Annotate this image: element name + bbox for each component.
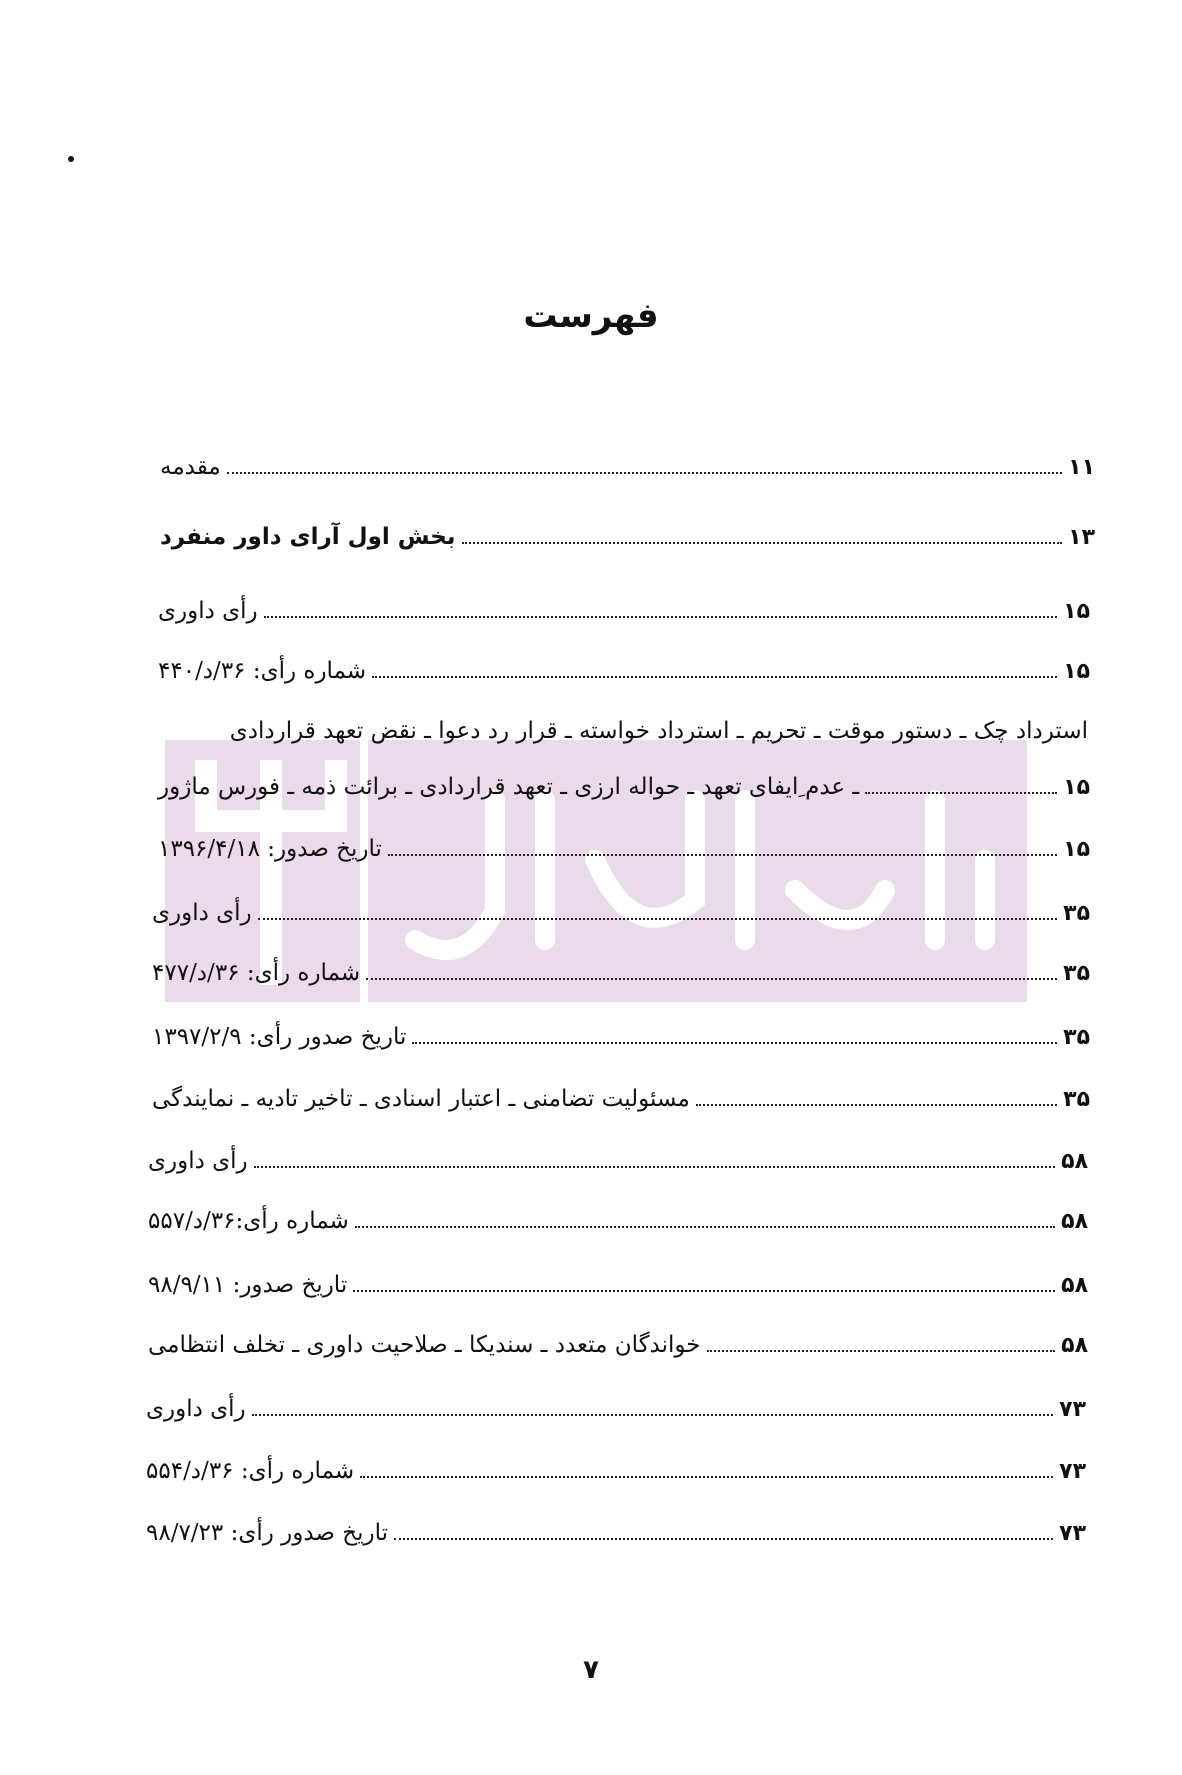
- toc-entry-page: ۱۱: [1068, 455, 1095, 480]
- toc-entry-page: ۱۵: [1063, 775, 1090, 800]
- toc-entry-title: شماره رأی: ۳۶/د/۵۵۴: [146, 1458, 355, 1484]
- toc-entry-title: خواندگان متعدد ـ سندیکا ـ صلاحیت داوری ـ تخلف انتظامی: [148, 1332, 701, 1358]
- toc-entry-title: مقدمه: [160, 454, 221, 480]
- toc-entry-page: ۱۵: [1063, 659, 1090, 684]
- toc-entry: [146, 1518, 1086, 1549]
- toc-entry-page: ۵۸: [1061, 1273, 1088, 1298]
- toc-entry-title: رأی داوری: [158, 598, 258, 624]
- toc-entry: [158, 656, 1090, 687]
- dot-leader: [412, 1042, 1057, 1044]
- dot-leader: [355, 1226, 1055, 1228]
- toc-entry-title: مسئولیت تضامنی ـ اعتبار اسنادی ـ تاخیر تادیه ـ نمایندگی: [152, 1086, 690, 1112]
- toc-entry-title: شماره رأی:۳۶/د/۵۵۷: [148, 1208, 349, 1234]
- toc-entry-title: تاریخ صدور رأی: ۹۸/۷/۲۳: [146, 1520, 389, 1546]
- page-title: فهرست: [523, 296, 659, 336]
- toc-entry: [152, 898, 1090, 929]
- toc-entry-page: ۵۸: [1061, 1209, 1088, 1234]
- toc-entry: [148, 1206, 1088, 1237]
- dot-leader: [394, 1538, 1053, 1540]
- dot-leader: [360, 1476, 1053, 1478]
- dot-leader: [388, 854, 1057, 856]
- dot-leader: [258, 918, 1057, 920]
- toc-entry: [158, 596, 1090, 627]
- toc-entry-title-line: استرداد چک ـ دستور موقت ـ تحریم ـ استرداد خواسته ـ قرار رد دعوا ـ نقض تعهد قراردادی: [229, 718, 1088, 744]
- dot-leader: [462, 542, 1063, 544]
- toc-entry-title: تاریخ صدور: ۱۳۹۶/۴/۱۸: [158, 836, 382, 862]
- dot-leader: [353, 1290, 1055, 1292]
- toc-entry: [152, 1084, 1090, 1115]
- toc-entry-page: ۱۵: [1063, 837, 1090, 862]
- toc-entry-page: ۷۳: [1059, 1459, 1086, 1484]
- toc-entry: [152, 958, 1090, 989]
- toc-entry-title: ـ عدم ِایفای تعهد ـ حواله ارزی ـ تعهد قراردادی ـ برائت ذمه ـ فورس ماژور: [158, 774, 860, 800]
- toc-entry-page: ۳۵: [1063, 961, 1090, 986]
- dot-leader: [264, 616, 1057, 618]
- toc-entry: [158, 772, 1090, 803]
- toc-entry-title: رأی داوری: [148, 1148, 248, 1174]
- toc-entry-page: ۷۳: [1059, 1397, 1086, 1422]
- toc-entry: [146, 1394, 1086, 1425]
- toc-entry: [160, 452, 1095, 483]
- toc-entry-title: شماره رأی: ۳۶/د/۴۷۷: [152, 960, 361, 986]
- dot-leader: [227, 472, 1062, 474]
- toc-entry-page: ۷۳: [1059, 1521, 1086, 1546]
- toc-entry: [148, 1146, 1088, 1177]
- toc-entry-title: رأی داوری: [152, 900, 252, 926]
- dot-leader: [252, 1414, 1053, 1416]
- dot-leader: [696, 1104, 1057, 1106]
- toc-entry-title: رأی داوری: [146, 1396, 246, 1422]
- dot-leader: [366, 978, 1057, 980]
- page-number: ۷: [583, 1655, 599, 1685]
- toc-entry: [146, 1456, 1086, 1487]
- toc-entry-page: ۳۵: [1063, 1025, 1090, 1050]
- toc-entry: [152, 1022, 1090, 1053]
- toc-entry-page: ۱۵: [1063, 599, 1090, 624]
- toc-entry-page: ۳۵: [1063, 901, 1090, 926]
- dot-leader: [254, 1166, 1055, 1168]
- toc-entry-title: بخش اول آرای داور منفرد: [160, 524, 456, 550]
- toc-entry-page: ۳۵: [1063, 1087, 1090, 1112]
- toc-entry-page: ۵۸: [1061, 1333, 1088, 1358]
- toc-entry-title: شماره رأی: ۳۶/د/۴۴۰: [158, 658, 367, 684]
- toc-entry-page: ۱۳: [1068, 525, 1095, 550]
- dot-leader: [372, 676, 1057, 678]
- toc-entry: [148, 1330, 1088, 1361]
- toc-entry: [148, 1270, 1088, 1301]
- toc-entry-title: تاریخ صدور: ۹۸/۹/۱۱: [148, 1272, 348, 1298]
- dot-leader: [707, 1350, 1056, 1352]
- toc-entry: [160, 522, 1095, 553]
- toc-entry-page: ۵۸: [1061, 1149, 1088, 1174]
- toc-entry: [158, 834, 1090, 865]
- dot-leader: [865, 792, 1057, 794]
- toc-entry-title: تاریخ صدور رأی: ۱۳۹۷/۲/۹: [152, 1024, 407, 1050]
